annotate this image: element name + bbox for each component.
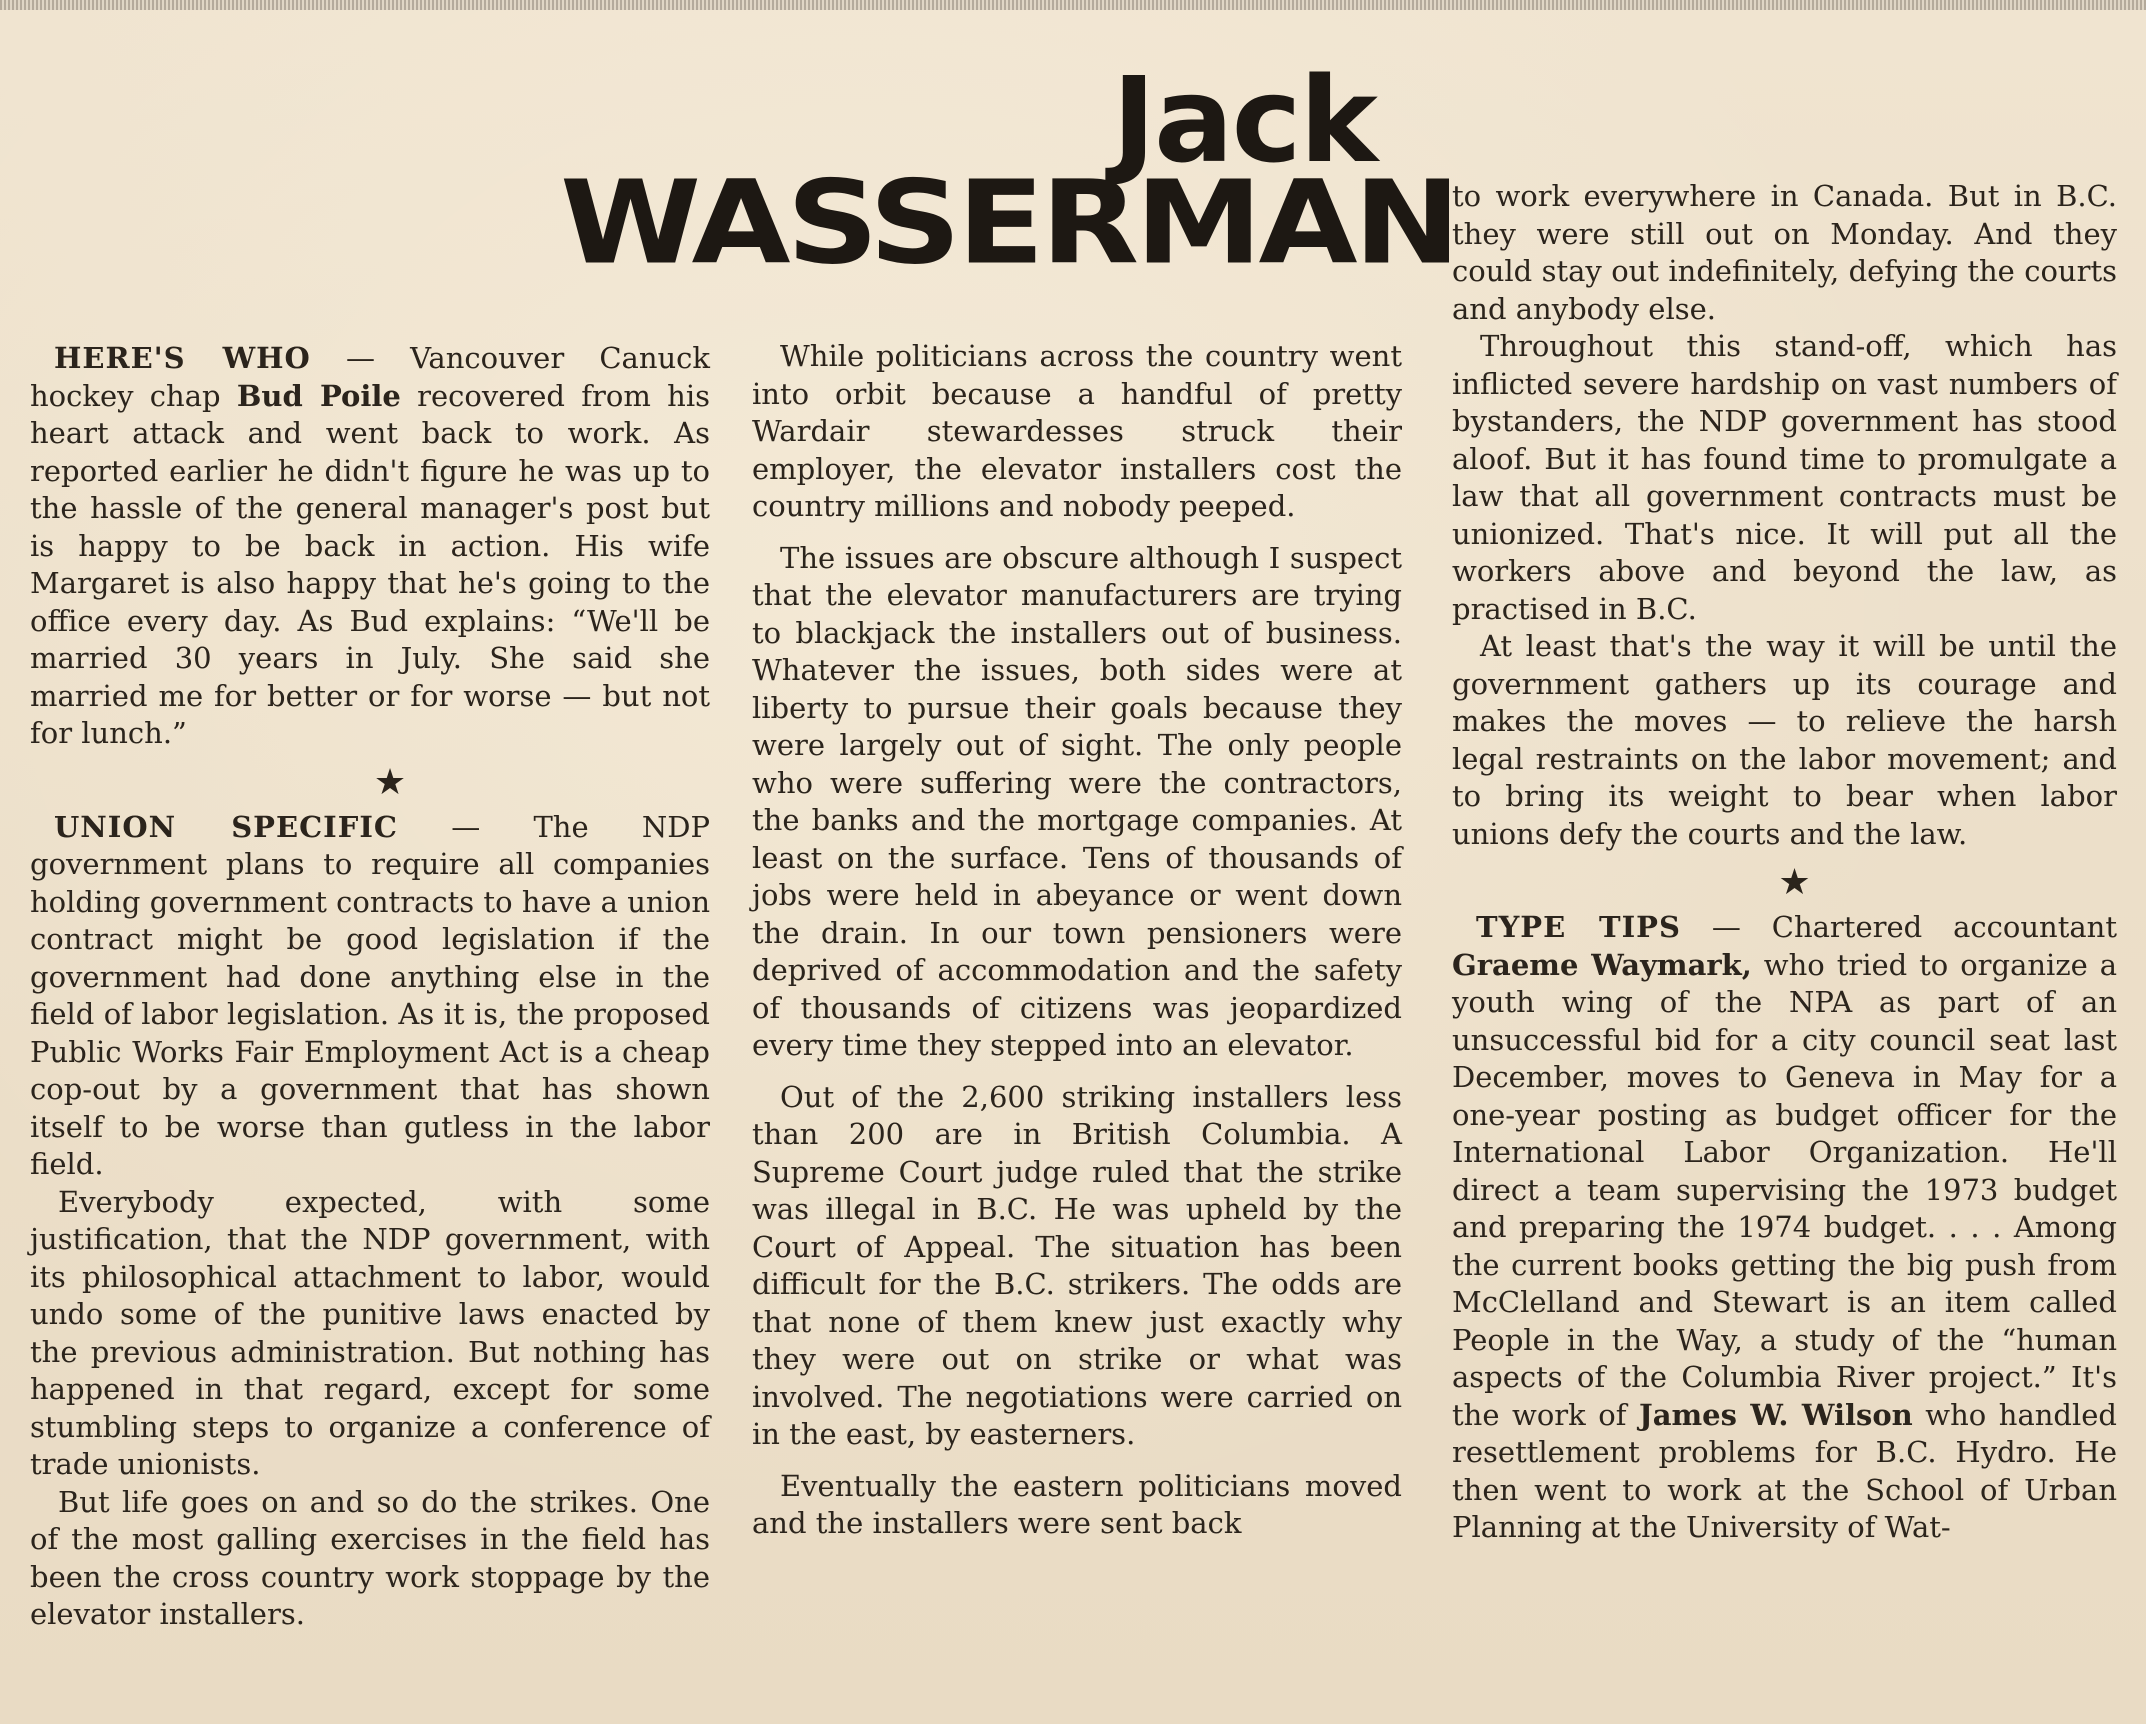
headline-last-name: WASSERMAN <box>560 156 1457 291</box>
item-text: — Vancouver Canuck hockey chap <box>30 341 710 413</box>
item-text: recovered from his heart attack and went back to work. As reported earlier he didn't figure he was up to the hassle of the general manager's post but is happy to be back in action. His wife Margaret is also happy that he's going to the office every day. As Bud explains: “We'll be married 30 years in July. She said she married me for better or for worse — but not for lunch.” <box>30 378 710 750</box>
star-divider: ★ <box>373 761 407 803</box>
paragraph: Out of the 2,600 striking installers less than 200 are in British Columbia. A Supreme Court judge ruled that the strike was illegal in B.C. He was upheld by the Court of Appeal. The situation has been difficult for the B.C. strikers. The odds are that none of them knew just exactly why they were out on strike or what was involved. The negotiations were carried on in the east, by easterners. <box>752 1079 1402 1451</box>
item-lead-heres-who: HERE'S WHO <box>54 341 311 375</box>
column-2 <box>752 338 1402 1543</box>
person-name-graeme-waymark: Graeme Waymark, <box>1452 947 1752 982</box>
item-union-specific <box>30 809 710 1184</box>
item-type-tips <box>1452 909 2117 1547</box>
paragraph: At least that's the way it will be until the government gathers up its courage and makes the moves — to relieve the harsh legal restraints on the labor movement; and to bring its weight to bear when labor unions defy the courts and the law. <box>1452 629 2117 851</box>
item-text: — The NDP government plans to require all companies holding government contracts to have a union contract might be good legislation if the government had done anything else in the field of labor legislation. As it is, the proposed Public Works Fair Employment Act is a cheap cop-out by a government that has shown itself to be worse than gutless in the labor field. <box>30 809 710 1181</box>
item-text: who tried to organize a youth wing of the NPA as part of an unsuccessful bid for a city council seat last December, moves to Geneva in May for a one-year posting as budget officer for the International Labor Organization. He'll direct a team supervising the 1973 budget and preparing the 1974 budget. . . . Among the current books getting the big push from McClelland and Stewart is an item called People in the Way, a study of the “human aspects of the Columbia River project.” It's the work of <box>1452 947 2117 1432</box>
item-lead-type-tips: TYPE TIPS <box>1476 910 1681 944</box>
paragraph: The issues are obscure although I suspect that the elevator manufacturers are trying to blackjack the installers out of business. Whatever the issues, both sides were at liberty to pursue their goals because they were largely out of sight. The only people who were suffering were the contractors, the banks and the mortgage companies. At least on the surface. Tens of thousands of jobs were held in abeyance or went down the drain. In our town pensioners were deprived of accommodation and the safety of thousands of citizens was jeopardized every time they stepped into an elevator. <box>752 540 1402 1062</box>
paragraph: Eventually the eastern politicians moved and the installers were sent back <box>752 1468 1402 1540</box>
headline-first-name: Jack <box>1112 51 1376 189</box>
item-heres-who <box>30 340 710 753</box>
column-headline <box>560 51 1457 291</box>
paragraph: Throughout this stand-off, which has inflicted severe hardship on vast numbers of bystanders, the NDP government has stood aloof. But it has found time to promulgate a law that all government contracts must be unionized. That's nice. It will put all the workers above and beyond the law, as practised in B.C. <box>1452 329 2117 626</box>
person-name-james-wilson: James W. Wilson <box>1638 1397 1913 1432</box>
paragraph: But life goes on and so do the strikes. One of the most galling exercises in the field has been the cross country work stoppage by the elevator installers. <box>30 1484 710 1631</box>
clipping-top-edge <box>0 0 2146 10</box>
paragraph: Everybody expected, with some justification, that the NDP government, with its philosophical attachment to labor, would undo some of the punitive laws enacted by the previous administration. But nothing has happened in that regard, except for some stumbling steps to organize a conference of trade unionists. <box>30 1184 710 1481</box>
item-text: — Chartered accountant <box>1680 910 2117 944</box>
paragraph: to work everywhere in Canada. But in B.C. they were still out on Monday. And they could stay out indefinitely, defying the courts and anybody else. <box>1452 179 2117 326</box>
star-divider: ★ <box>1778 862 1811 903</box>
item-text: who handled resettlement problems for B.C. Hydro. He then went to work at the School of Urban Planning at the University of Wat- <box>1452 1397 2117 1544</box>
column-1 <box>30 340 710 1634</box>
column-3 <box>1452 178 2117 1547</box>
paragraph: While politicians across the country went into orbit because a handful of pretty Wardair stewardesses struck their employer, the elevator installers cost the country millions and nobody peeped. <box>752 339 1402 523</box>
item-lead-union-specific: UNION SPECIFIC <box>54 809 398 844</box>
person-name-bud-poile: Bud Poile <box>236 378 401 413</box>
